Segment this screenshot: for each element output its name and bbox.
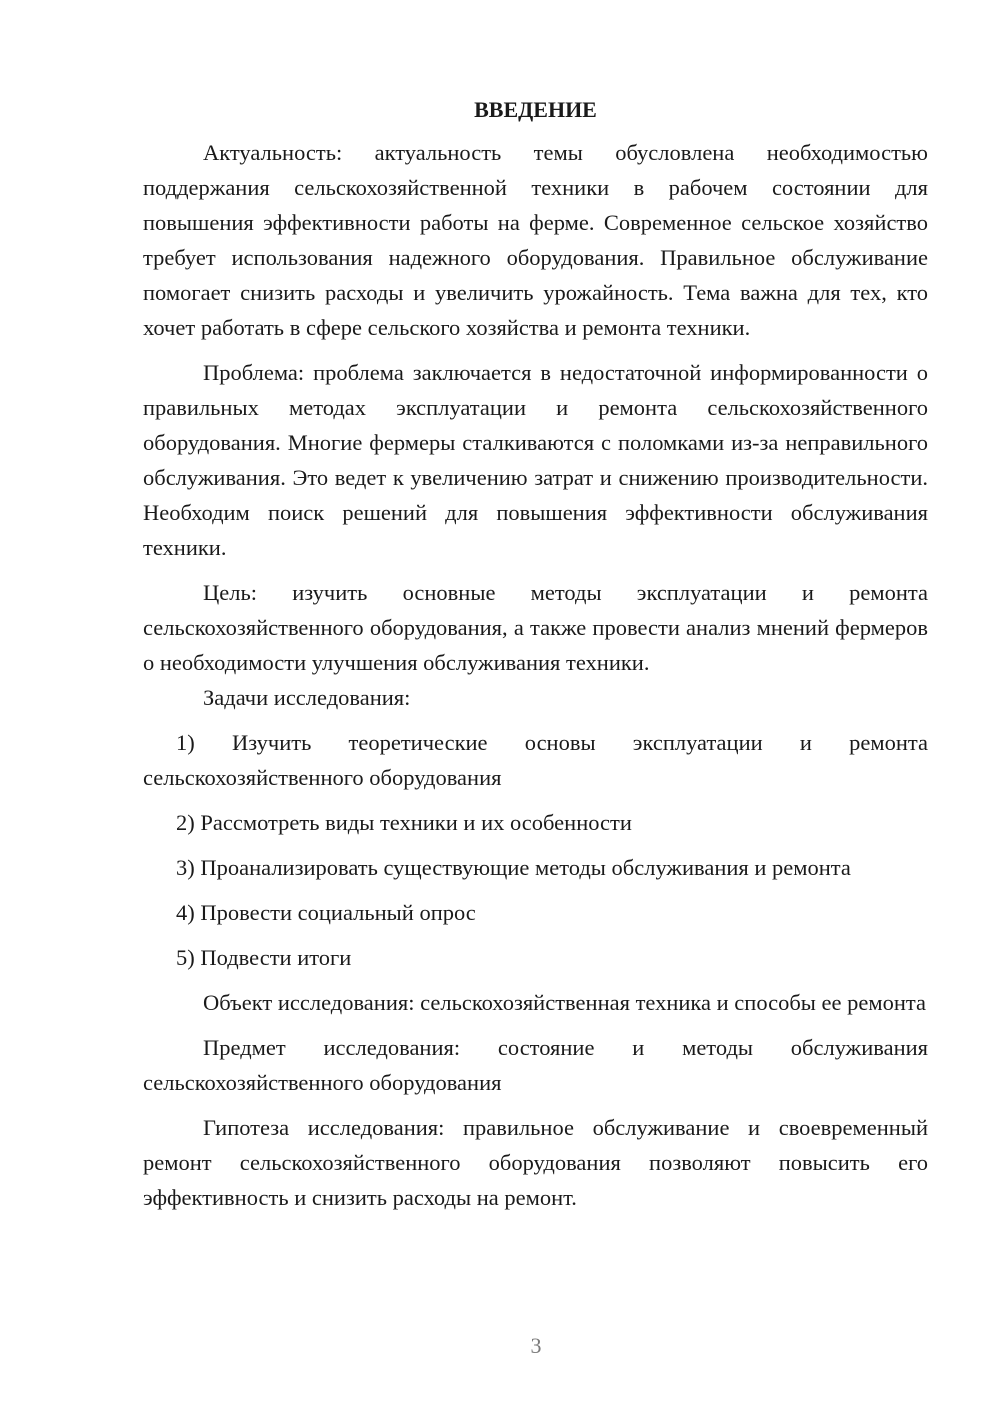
task-item-2: 2) Рассмотреть виды техники и их особенности [176, 810, 632, 835]
tasks-heading: Задачи исследования: [203, 685, 411, 710]
task-item-4: 4) Провести социальный опрос [176, 900, 476, 925]
paragraph-object: Объект исследования: сельскохозяйственная техника и способы ее ремонта [203, 990, 927, 1015]
page-title: ВВЕДЕНИЕ [474, 97, 597, 122]
paragraph-goal: Цель: изучить основные методы эксплуатации и ремонта сельскохозяйственного оборудования, а также провести анализ мнений фермеров о необходимости улучшения обслуживания техники. [143, 580, 928, 675]
paragraph-subject: Предмет исследования: состояние и методы обслуживания сельскохозяйственного оборудования [143, 1035, 928, 1095]
page-content [143, 92, 928, 1215]
task-item-5: 5) Подвести итоги [176, 945, 352, 970]
paragraph-hypothesis: Гипотеза исследования: правильное обслуживание и своевременный ремонт сельскохозяйственного оборудования позволяют повысить его эффективность и снизить расходы на ремонт. [143, 1115, 928, 1210]
paragraph-problem: Проблема: проблема заключается в недостаточной информированности о правильных методах эксплуатации и ремонта сельскохозяйственного оборудования. Многие фермеры сталкиваются с поломками из-за неправильного обслуживания. Это ведет к увеличению затрат и снижению производительности. Необходим поиск решений для повышения эффективности обслуживания техники. [143, 360, 928, 560]
task-item-3: 3) Проанализировать существующие методы обслуживания и ремонта [176, 855, 851, 880]
paragraph-relevance: Актуальность: актуальность темы обусловлена необходимостью поддержания сельскохозяйственной техники в рабочем состоянии для повышения эффективности работы на ферме. Современное сельское хозяйство требует использования надежного оборудования. Правильное обслуживание помогает снизить расходы и увеличить урожайность. Тема важна для тех, кто хочет работать в сфере сельского хозяйства и ремонта техники. [143, 140, 928, 340]
page-number: 3 [530, 1333, 542, 1358]
task-item-1: 1) Изучить теоретические основы эксплуатации и ремонта сельскохозяйственного оборудования [143, 730, 928, 790]
